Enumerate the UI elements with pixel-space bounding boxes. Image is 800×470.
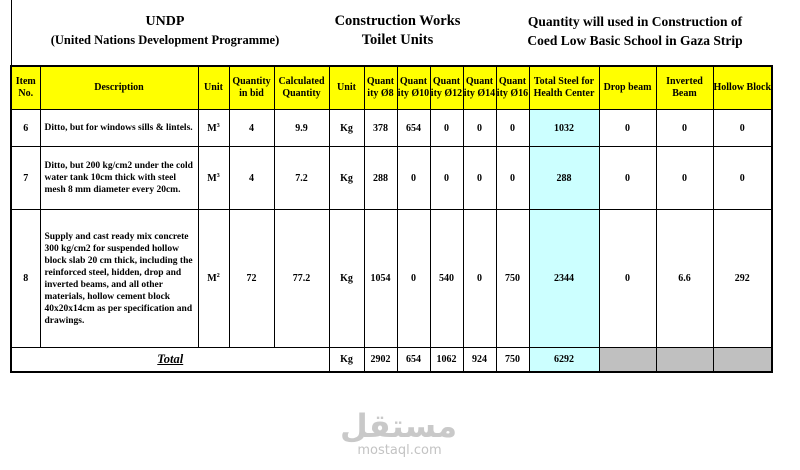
- header-drop-beam: Drop beam: [599, 66, 656, 110]
- cell-quantity-12: 0: [430, 110, 463, 147]
- cell-calculated-quantity: 7.2: [274, 147, 329, 210]
- total-label: Total: [11, 348, 329, 372]
- total-drop-beam-empty: [599, 348, 656, 372]
- cell-total-steel: 288: [529, 147, 599, 210]
- cell-item: 7: [11, 147, 40, 210]
- cell-quantity-in-bid: 72: [229, 210, 274, 348]
- total-quantity-10: 654: [397, 348, 430, 372]
- header-quantity-8: Quant ity Ø8: [364, 66, 397, 110]
- cell-unit: [198, 147, 229, 210]
- cell-unit-2: Kg: [329, 110, 364, 147]
- table-header-row: [11, 66, 772, 110]
- cell-quantity-10: 0: [397, 210, 430, 348]
- header-inverted-beam: Inverted Beam: [656, 66, 713, 110]
- cell-total-steel: 1032: [529, 110, 599, 147]
- header-quantity-12: Quant ity Ø12: [430, 66, 463, 110]
- total-unit: Kg: [329, 348, 364, 372]
- table-row: [11, 110, 772, 147]
- header-unit: Unit: [198, 66, 229, 110]
- cell-quantity-16: 0: [496, 110, 529, 147]
- watermark-url: mostaql.com: [357, 443, 442, 458]
- header-total-steel: Total Steel for Health Center: [529, 66, 599, 110]
- cell-quantity-14: 0: [463, 110, 496, 147]
- cell-quantity-10: 654: [397, 110, 430, 147]
- works-subtitle: Toilet Units: [361, 32, 434, 48]
- total-row: [11, 348, 772, 372]
- cell-calculated-quantity: 77.2: [274, 210, 329, 348]
- header-hollow-block: Hollow Block: [713, 66, 772, 110]
- watermark-logo: مستقل: [339, 407, 457, 445]
- cell-quantity-in-bid: 4: [229, 110, 274, 147]
- organization-title: UNDP: [145, 14, 185, 29]
- header-quantity-14: Quant ity Ø14: [463, 66, 496, 110]
- works-heading: [305, 12, 490, 50]
- total-quantity-8: 2902: [364, 348, 397, 372]
- header-item-no: Item No.: [11, 66, 40, 110]
- purpose-line-2: Coed Low Basic School in Gaza Strip: [527, 33, 743, 48]
- cell-description: Ditto, but 200 kg/cm2 under the cold water tank 10cm thick with steel mesh 8 mm diameter every 20cm.: [40, 147, 198, 210]
- unit-base: M: [207, 273, 217, 284]
- cell-item: 8: [11, 210, 40, 348]
- cell-total-steel: 2344: [529, 210, 599, 348]
- total-quantity-14: 924: [463, 348, 496, 372]
- cell-inverted-beam: 6.6: [656, 210, 713, 348]
- watermark: [339, 407, 457, 468]
- header-left-border: [11, 0, 12, 65]
- cell-unit-2: Kg: [329, 147, 364, 210]
- cell-quantity-10: 0: [397, 147, 430, 210]
- table-row: [11, 210, 772, 348]
- cell-hollow-block: 0: [713, 147, 772, 210]
- cell-description: Ditto, but for windows sills & lintels.: [40, 110, 198, 147]
- cell-quantity-8: 288: [364, 147, 397, 210]
- purpose-heading: [500, 12, 770, 50]
- cell-drop-beam: 0: [599, 147, 656, 210]
- organization-heading: [40, 12, 290, 50]
- cell-quantity-12: 540: [430, 210, 463, 348]
- cell-quantity-8: 1054: [364, 210, 397, 348]
- cell-calculated-quantity: 9.9: [274, 110, 329, 147]
- cell-unit: [198, 210, 229, 348]
- header-quantity-in-bid: Quantity in bid: [229, 66, 274, 110]
- total-steel: 6292: [529, 348, 599, 372]
- unit-exponent: 3: [216, 172, 220, 179]
- total-quantity-12: 1062: [430, 348, 463, 372]
- header-quantity-16: Quant ity Ø16: [496, 66, 529, 110]
- cell-unit-2: Kg: [329, 210, 364, 348]
- unit-base: M: [207, 172, 217, 184]
- cell-quantity-in-bid: 4: [229, 147, 274, 210]
- cell-hollow-block: 0: [713, 110, 772, 147]
- cell-quantity-14: 0: [463, 147, 496, 210]
- quantities-table: [10, 65, 773, 373]
- cell-unit: [198, 110, 229, 147]
- cell-quantity-16: 0: [496, 147, 529, 210]
- total-quantity-16: 750: [496, 348, 529, 372]
- total-inverted-beam-empty: [656, 348, 713, 372]
- cell-description: Supply and cast ready mix concrete 300 kg/cm2 for suspended hollow block slab 20 cm thick, including the reinforced steel, hidden, drop and inverted beams, and all other materials, hollow cement block 40x20x14cm as per specification and drawings.: [40, 210, 198, 348]
- header-calculated-quantity: Calculated Quantity: [274, 66, 329, 110]
- unit-base: M: [207, 122, 217, 134]
- header-unit-2: Unit: [329, 66, 364, 110]
- cell-quantity-16: 750: [496, 210, 529, 348]
- purpose-line-1: Quantity will used in Construction of: [527, 14, 743, 29]
- unit-exponent: 3: [216, 122, 220, 129]
- cell-inverted-beam: 0: [656, 147, 713, 210]
- cell-quantity-14: 0: [463, 210, 496, 348]
- cell-inverted-beam: 0: [656, 110, 713, 147]
- cell-quantity-12: 0: [430, 147, 463, 210]
- organization-subtitle: (United Nations Development Programme): [50, 33, 280, 47]
- cell-drop-beam: 0: [599, 210, 656, 348]
- document-header: [0, 0, 800, 65]
- works-title: Construction Works: [334, 13, 461, 29]
- cell-hollow-block: 292: [713, 210, 772, 348]
- unit-exponent: 2: [216, 273, 220, 279]
- table-row: [11, 147, 772, 210]
- header-quantity-10: Quant ity Ø10: [397, 66, 430, 110]
- header-description: Description: [40, 66, 198, 110]
- cell-quantity-8: 378: [364, 110, 397, 147]
- cell-item: 6: [11, 110, 40, 147]
- total-hollow-block-empty: [713, 348, 772, 372]
- cell-drop-beam: 0: [599, 110, 656, 147]
